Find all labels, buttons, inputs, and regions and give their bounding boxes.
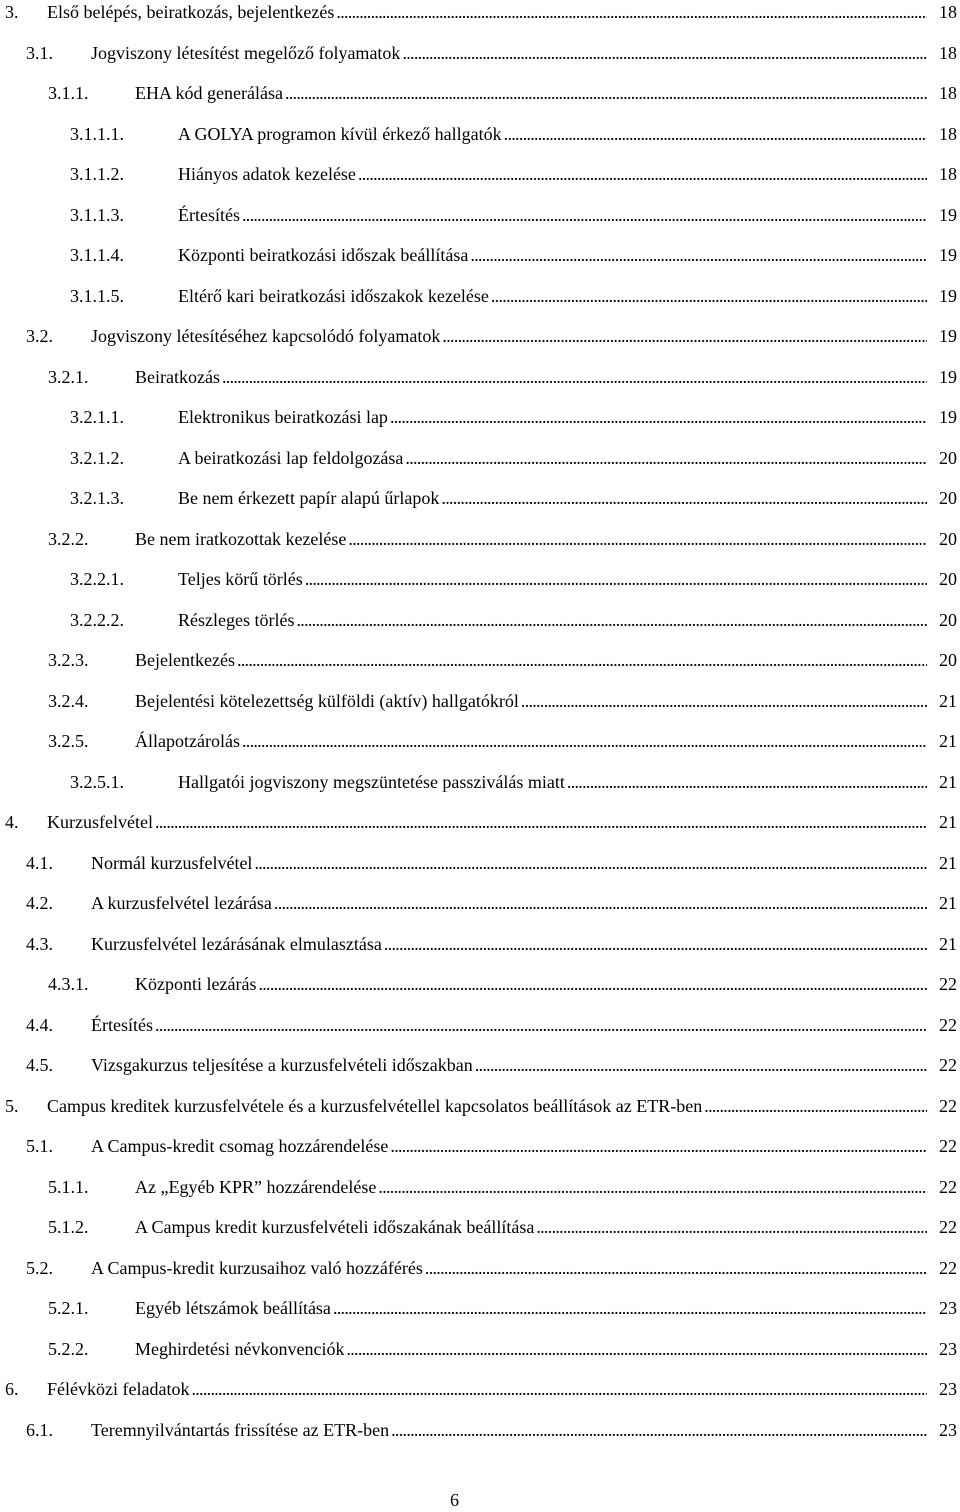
toc-entry[interactable] [0, 1296, 960, 1337]
toc-entry-page: 21 [939, 690, 957, 711]
toc-entry-page: 22 [939, 974, 957, 994]
dot-leader [470, 245, 927, 265]
toc-entry-title: Jogviszony létesítéséhez kapcsolódó folyamatok [91, 326, 441, 346]
toc-entry-number: 3.1.1.5. [70, 285, 124, 306]
toc-entry-number: 3.1.1.2. [70, 164, 124, 184]
toc-entry[interactable] [0, 203, 960, 244]
toc-entry-number: 3.2.5.1. [70, 771, 124, 792]
toc-entry[interactable] [0, 1337, 960, 1378]
toc-entry-page: 20 [939, 488, 957, 508]
toc-entry-title: Központi lezárás [135, 974, 257, 994]
dot-leader [378, 1177, 927, 1197]
toc-entry-title: Egyéb létszámok beállítása [135, 1298, 331, 1318]
toc-entry-page: 19 [939, 245, 957, 265]
dot-leader [391, 1420, 927, 1440]
dot-leader [258, 974, 927, 994]
toc-entry-title: Jogviszony létesítést megelőző folyamatok [91, 42, 401, 63]
dot-leader [254, 853, 927, 873]
toc-entry[interactable] [0, 162, 960, 203]
dot-leader [336, 2, 927, 22]
toc-entry-page: 21 [939, 893, 957, 913]
dot-leader [305, 569, 927, 589]
toc-entry[interactable] [0, 689, 960, 730]
toc-entry-title: Eltérő kari beiratkozási időszakok kezelése [178, 285, 489, 306]
toc-entry-page: 21 [939, 731, 957, 751]
toc-entry-title: Állapotzárolás [135, 731, 240, 751]
toc-entry-number: 5.2.1. [48, 1298, 89, 1318]
dot-leader [155, 812, 927, 832]
dot-leader [242, 731, 927, 751]
toc-entry-number: 4.4. [26, 1014, 53, 1035]
toc-entry[interactable] [0, 243, 960, 284]
toc-entry[interactable] [0, 608, 960, 649]
toc-entry-title: Meghirdetési névkonvenciók [135, 1338, 345, 1359]
toc-entry[interactable] [0, 486, 960, 527]
toc-entry[interactable] [0, 1013, 960, 1054]
toc-entry[interactable] [0, 1215, 960, 1256]
toc-entry-title: Teljes körű törlés [178, 569, 303, 589]
toc-entry[interactable] [0, 1377, 960, 1418]
toc-entry-title: Vizsgakurzus teljesítése a kurzusfelvételi időszakban [91, 1055, 473, 1075]
toc-entry-number: 4.5. [26, 1055, 53, 1075]
toc-entry-number: 3. [5, 2, 19, 22]
toc-entry-number: 4.2. [26, 893, 53, 913]
toc-entry-number: 3.2.1. [48, 366, 89, 387]
toc-entry-number: 5.1.2. [48, 1217, 89, 1237]
dot-leader [425, 1258, 927, 1278]
toc-entry-number: 3.2.5. [48, 731, 89, 751]
toc-entry-number: 3.2.3. [48, 650, 89, 670]
dot-leader [296, 610, 927, 630]
toc-entry[interactable] [0, 972, 960, 1013]
toc-entry-page: 18 [939, 164, 957, 184]
toc-entry[interactable] [0, 567, 960, 608]
dot-leader [521, 691, 927, 711]
toc-entry-number: 3.2.1.2. [70, 447, 124, 468]
toc-entry[interactable] [0, 405, 960, 446]
toc-entry-page: 23 [939, 1298, 957, 1318]
toc-entry-page: 23 [939, 1338, 957, 1359]
toc-entry-page: 19 [939, 326, 957, 346]
toc-entry-title: A Campus-kredit kurzusaihoz való hozzáférés [91, 1257, 423, 1278]
toc-entry[interactable] [0, 284, 960, 325]
dot-leader [191, 1379, 927, 1399]
toc-entry-title: Normál kurzusfelvétel [91, 852, 253, 873]
toc-entry[interactable] [0, 122, 960, 163]
toc-entry-title: Teremnyilvántartás frissítése az ETR-ben [91, 1419, 390, 1440]
toc-entry[interactable] [0, 81, 960, 122]
toc-entry-page: 23 [939, 1419, 957, 1440]
dot-leader [536, 1217, 927, 1237]
toc-entry-page: 18 [939, 2, 957, 22]
dot-leader [390, 1136, 927, 1156]
toc-entry-number: 4.3. [26, 933, 53, 954]
toc-entry-page: 20 [939, 609, 957, 630]
toc-entry-title: Kurzusfelvétel lezárásának elmulasztása [91, 933, 382, 954]
toc-entry-page: 22 [939, 1217, 957, 1237]
toc-entry-page: 20 [939, 528, 957, 549]
toc-entry[interactable] [0, 1175, 960, 1216]
toc-entry-page: 21 [939, 852, 957, 873]
dot-leader [390, 407, 927, 427]
toc-entry-number: 5.2. [26, 1257, 53, 1278]
toc-entry-page: 20 [939, 447, 957, 468]
dot-leader [333, 1298, 927, 1318]
toc-entry[interactable] [0, 365, 960, 406]
toc-entry-page: 19 [939, 366, 957, 387]
toc-entry-title: A GOLYA programon kívül érkező hallgatók [178, 123, 502, 144]
toc-entry[interactable] [0, 1256, 960, 1297]
toc-entry-number: 3.1.1.4. [70, 245, 124, 265]
toc-entry[interactable] [0, 810, 960, 851]
toc-entry-number: 6.1. [26, 1419, 53, 1440]
toc-entry[interactable] [0, 324, 960, 365]
dot-leader [405, 448, 927, 468]
dot-leader [442, 326, 927, 346]
dot-leader [567, 772, 927, 792]
toc-entry-number: 6. [5, 1379, 19, 1399]
toc-entry-number: 5.1. [26, 1136, 53, 1156]
toc-entry-page: 20 [939, 569, 957, 589]
toc-entry[interactable] [0, 1094, 960, 1135]
toc-entry-page: 20 [939, 650, 957, 670]
toc-entry-title: Be nem iratkozottak kezelése [135, 528, 347, 549]
toc-entry-page: 19 [939, 204, 957, 225]
toc-entry-number: 3.2.4. [48, 690, 89, 711]
toc-entry-number: 3.1. [26, 42, 53, 63]
toc-entry-title: Bejelentési kötelezettség külföldi (aktív) hallgatókról [135, 690, 519, 711]
toc-entry-title: Bejelentkezés [135, 650, 235, 670]
toc-entry-page: 22 [939, 1095, 957, 1116]
toc-entry[interactable] [0, 648, 960, 689]
toc-entry-number: 3.2.2.2. [70, 609, 124, 630]
toc-entry-title: A kurzusfelvétel lezárása [91, 893, 272, 913]
dot-leader [441, 488, 927, 508]
page-number: 6 [450, 1490, 459, 1510]
toc-entry-number: 3.1.1.1. [70, 123, 124, 144]
toc-entry-title: Részleges törlés [178, 609, 295, 630]
toc-entry-page: 23 [939, 1379, 957, 1399]
dot-leader [222, 367, 927, 387]
toc-entry-page: 21 [939, 771, 957, 792]
toc-entry-page: 22 [939, 1176, 957, 1197]
toc-entry-number: 3.2. [26, 326, 53, 346]
toc-entry-title: Félévközi feladatok [47, 1379, 190, 1399]
toc-entry[interactable] [0, 41, 960, 82]
toc-entry-number: 3.2.2. [48, 528, 89, 549]
toc-entry-title: A Campus kredit kurzusfelvételi időszakának beállítása [135, 1217, 535, 1237]
toc-entry-number: 3.2.1.1. [70, 407, 124, 427]
dot-leader [285, 83, 927, 103]
toc-entry-number: 3.2.2.1. [70, 569, 124, 589]
toc-entry-page: 21 [939, 812, 957, 832]
toc-entry[interactable] [0, 1053, 960, 1094]
toc-entry[interactable] [0, 527, 960, 568]
dot-leader [402, 43, 927, 63]
dot-leader [491, 286, 927, 306]
toc-entry-page: 19 [939, 407, 957, 427]
dot-leader [155, 1015, 927, 1035]
toc-entry-title: Az „Egyéb KPR” hozzárendelése [135, 1176, 377, 1197]
dot-leader [237, 650, 927, 670]
toc-entry-title: EHA kód generálása [135, 83, 283, 103]
toc-entry[interactable] [0, 1418, 960, 1459]
dot-leader [348, 529, 927, 549]
dot-leader [475, 1055, 927, 1075]
toc-entry-page: 18 [939, 123, 957, 144]
toc-entry-page: 19 [939, 285, 957, 306]
toc-entry-title: Értesítés [178, 204, 240, 225]
toc-entry-page: 22 [939, 1014, 957, 1035]
toc-entry-page: 22 [939, 1136, 957, 1156]
toc-entry-number: 3.2.1.3. [70, 488, 124, 508]
toc-entry[interactable] [0, 446, 960, 487]
toc-entry-title: A Campus-kredit csomag hozzárendelése [91, 1136, 389, 1156]
toc-entry-title: Be nem érkezett papír alapú űrlapok [178, 488, 440, 508]
toc-entry[interactable] [0, 770, 960, 811]
toc-entry[interactable] [0, 729, 960, 770]
toc-entry-title: Értesítés [91, 1014, 153, 1035]
toc-entry-title: Campus kreditek kurzusfelvétele és a kurzusfelvétellel kapcsolatos beállítások az ETR-ben [47, 1095, 703, 1116]
toc-entry[interactable] [0, 891, 960, 932]
toc-entry-page: 18 [939, 83, 957, 103]
toc-entry-page: 18 [939, 42, 957, 63]
toc-entry-title: Központi beiratkozási időszak beállítása [178, 245, 469, 265]
dot-leader [704, 1096, 927, 1116]
dot-leader [242, 205, 927, 225]
toc-entry-number: 5.1.1. [48, 1176, 89, 1197]
dot-leader [358, 164, 927, 184]
toc-entry-number: 5. [5, 1095, 19, 1116]
dot-leader [504, 124, 927, 144]
dot-leader [384, 934, 927, 954]
toc-entry-number: 4. [5, 812, 19, 832]
toc-entry[interactable] [0, 0, 960, 41]
dot-leader [346, 1339, 927, 1359]
toc-entry-page: 22 [939, 1055, 957, 1075]
toc-entry-number: 4.1. [26, 852, 53, 873]
toc-entry[interactable] [0, 932, 960, 973]
toc-entry-title: Elektronikus beiratkozási lap [178, 407, 388, 427]
toc-entry-number: 5.2.2. [48, 1338, 89, 1359]
dot-leader [274, 893, 927, 913]
toc-entry-page: 21 [939, 933, 957, 954]
toc-entry-title: Kurzusfelvétel [47, 812, 153, 832]
toc-entry-number: 4.3.1. [48, 974, 89, 994]
toc-entry-number: 3.1.1. [48, 83, 89, 103]
toc-entry-title: Első belépés, beiratkozás, bejelentkezés [47, 2, 335, 22]
toc-entry[interactable] [0, 1134, 960, 1175]
toc-entry-title: Beiratkozás [135, 366, 220, 387]
toc-entry-page: 22 [939, 1257, 957, 1278]
toc-entry-title: Hallgatói jogviszony megszüntetése passziválás miatt [178, 771, 565, 792]
toc-entry-title: Hiányos adatok kezelése [178, 164, 356, 184]
toc-entry-number: 3.1.1.3. [70, 204, 124, 225]
toc-entry-title: A beiratkozási lap feldolgozása [178, 447, 404, 468]
toc-entry[interactable] [0, 851, 960, 892]
